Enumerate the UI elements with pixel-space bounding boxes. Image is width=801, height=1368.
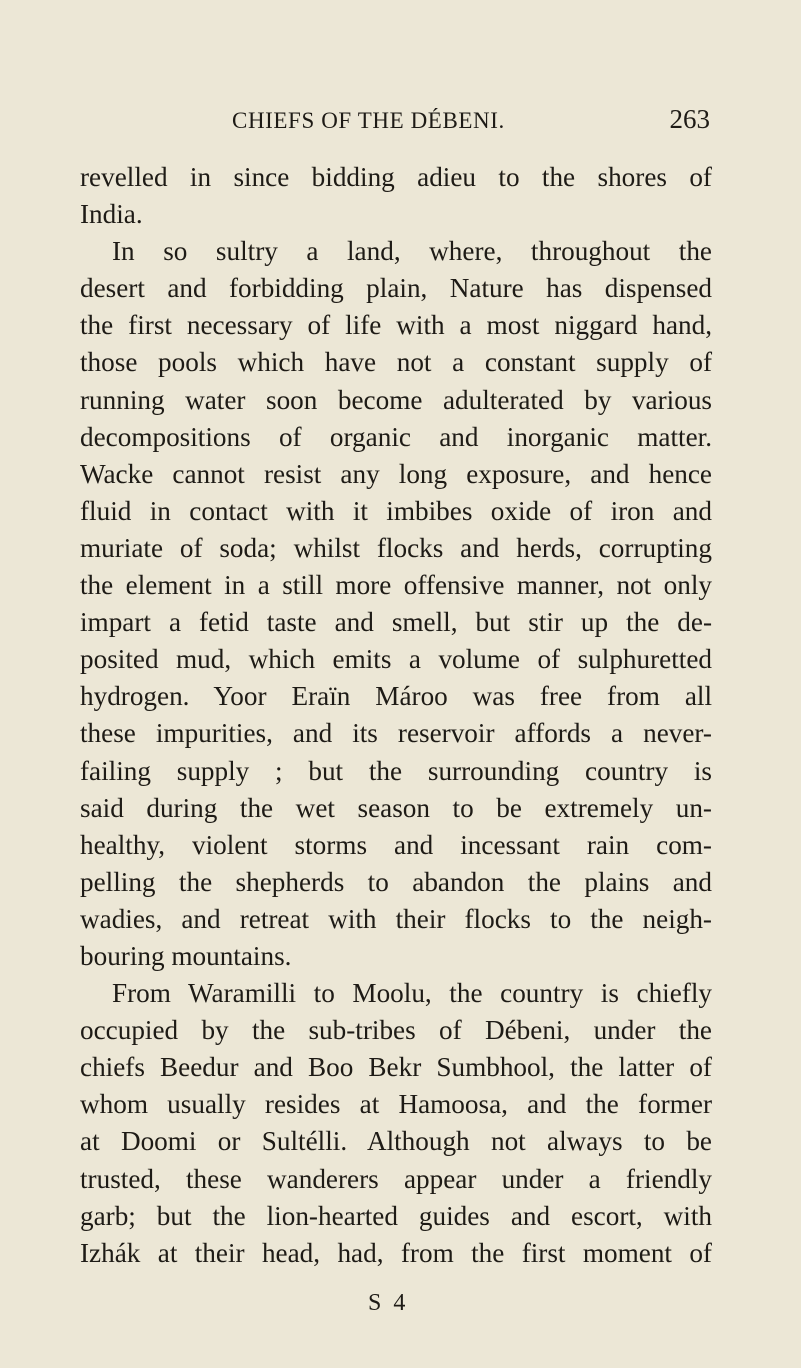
text-line: posited mud, which emits a volume of sulphuretted (80, 644, 712, 675)
body-text (80, 159, 712, 1272)
text-line: whom usually resides at Hamoosa, and the former (80, 1089, 712, 1120)
text-line: impart a fetid taste and smell, but stir up the de- (80, 607, 712, 638)
text-line: chiefs Beedur and Boo Bekr Sumbhool, the latter of (80, 1052, 712, 1083)
page-number: 263 (669, 104, 710, 134)
text-line: desert and forbidding plain, Nature has dispensed (80, 273, 712, 304)
text-line: revelled in since bidding adieu to the shores of (80, 162, 712, 192)
text-line: at Doomi or Sultélli. Although not always to be (80, 1126, 712, 1157)
text-line: garb; but the lion-hearted guides and escort, with (80, 1200, 712, 1231)
text-line: occupied by the sub-tribes of Débeni, under the (80, 1015, 712, 1046)
text-line: From Waramilli to Moolu, the country is chiefly (112, 978, 712, 1009)
text-line: India. (80, 199, 143, 230)
text-line: healthy, violent storms and incessant rain com- (80, 829, 712, 860)
signature-mark: S 4 (368, 1290, 409, 1316)
text-line: pelling the shepherds to abandon the plains and (80, 866, 712, 897)
text-line: wadies, and retreat with their flocks to the neigh- (80, 903, 712, 934)
text-line: those pools which have not a constant supply of (80, 347, 712, 378)
text-line: muriate of soda; whilst flocks and herds, corrupting (80, 532, 712, 563)
text-line: the first necessary of life with a most niggard hand, (80, 310, 712, 341)
text-line: Izhák at their head, had, from the first moment of (80, 1237, 712, 1268)
page-header (195, 100, 710, 140)
text-line: decompositions of organic and inorganic matter. (80, 421, 712, 452)
text-line: these impurities, and its reservoir affords a never- (80, 718, 712, 749)
text-line: In so sultry a land, where, throughout the (112, 236, 712, 267)
text-line: said during the wet season to be extremely un- (80, 792, 712, 823)
text-line: Wacke cannot resist any long exposure, and hence (80, 458, 712, 489)
text-line: failing supply ; but the surrounding country is (80, 755, 712, 786)
running-title: CHIEFS OF THE DÉBENI. (232, 108, 505, 133)
text-line: the element in a still more offensive manner, not only (80, 570, 712, 601)
text-line: fluid in contact with it imbibes oxide of iron and (80, 495, 712, 526)
text-line: bouring mountains. (80, 940, 292, 971)
text-line: trusted, these wanderers appear under a friendly (80, 1163, 712, 1194)
text-line: running water soon become adulterated by various (80, 384, 712, 415)
text-line: hydrogen. Yoor Eraïn Mároo was free from all (80, 681, 712, 712)
